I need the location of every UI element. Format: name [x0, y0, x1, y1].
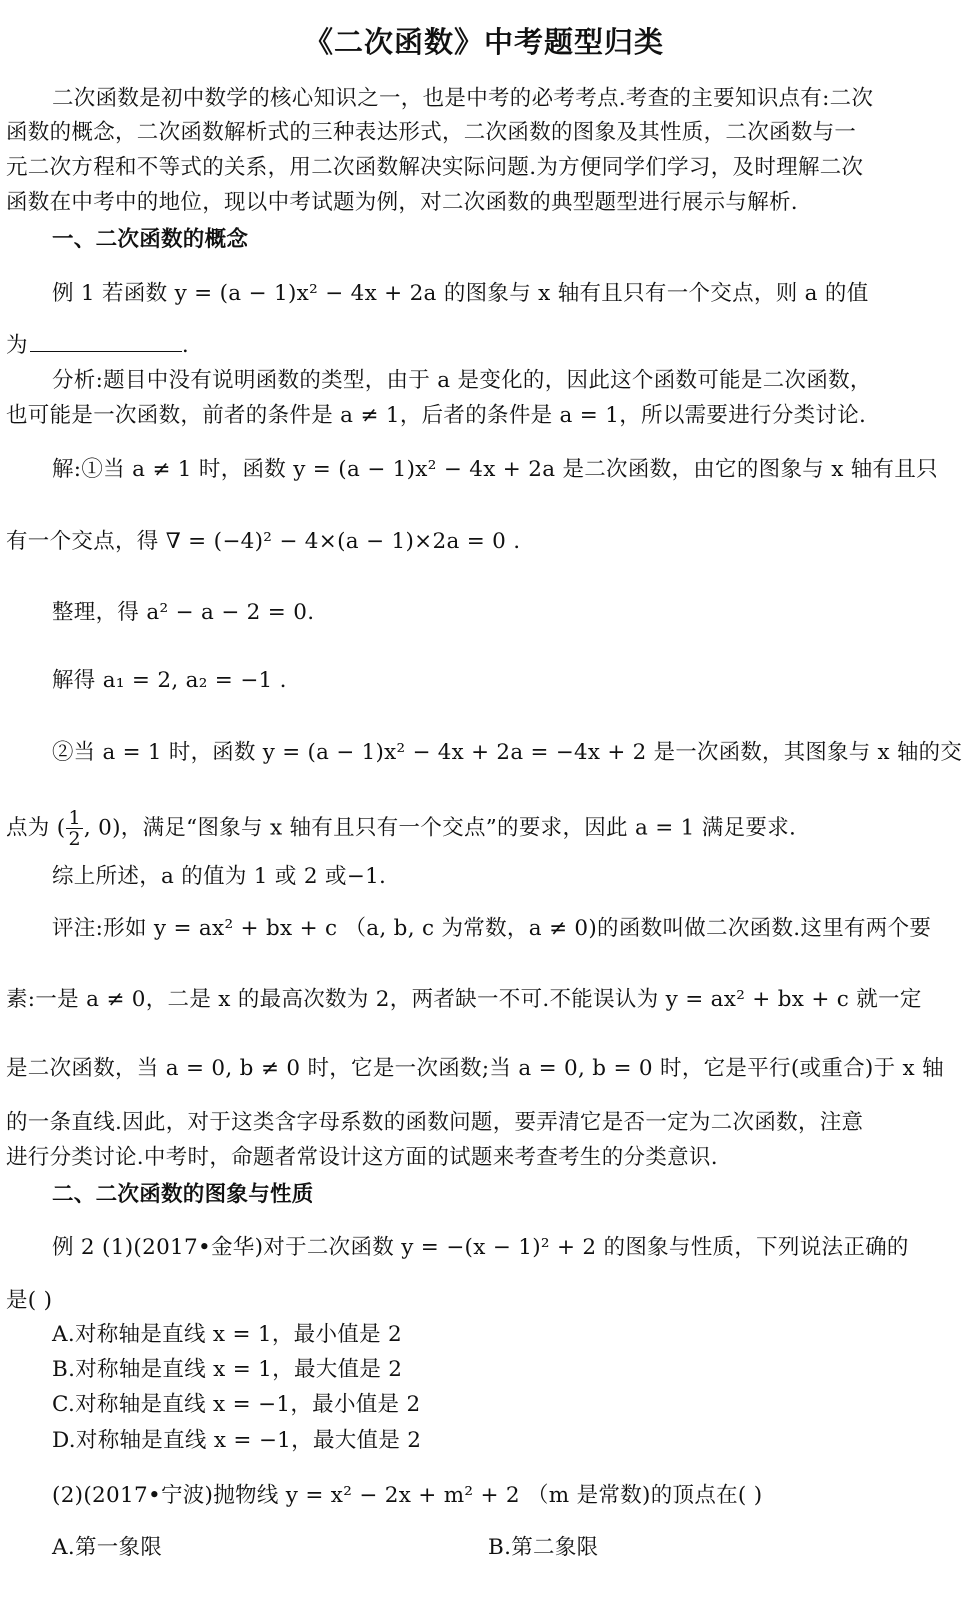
solution-line-7: 综上所述，a 的值为 1 或 2 或−1. — [52, 864, 387, 889]
solution-line-5: ②当 a = 1 时，函数 y = (a − 1)x² − 4x + 2a = −4x + 2 是一次函数，其图象与 x 轴的交 — [52, 740, 963, 765]
analysis-line-1: 分析:题目中没有说明函数的类型，由于 a 是变化的，因此这个函数可能是二次函数， — [52, 368, 872, 393]
solution-line-6-prefix: 点为 ( — [6, 815, 66, 841]
analysis-line-2: 也可能是一次函数，前者的条件是 a ≠ 1，后者的条件是 a = 1，所以需要进行分类讨论. — [6, 403, 867, 428]
example2-option-c: C.对称轴是直线 x = −1，最小值是 2 — [52, 1392, 421, 1417]
solution-line-1: 解:①当 a ≠ 1 时，函数 y = (a − 1)x² − 4x + 2a 是二次函数，由它的图象与 x 轴有且只 — [52, 457, 938, 482]
comment-line-4: 的一条直线.因此，对于这类含字母系数的函数问题，要弄清它是否一定为二次函数，注意 — [6, 1110, 864, 1135]
example2-option-b: B.对称轴是直线 x = 1，最大值是 2 — [52, 1357, 403, 1382]
fraction-denominator: 2 — [68, 828, 81, 850]
fraction-one-half — [66, 808, 82, 849]
example1-line-2-suffix: . — [181, 333, 189, 358]
section1-heading: 一、二次函数的概念 — [52, 227, 249, 252]
solution-line-3: 整理，得 a² − a − 2 = 0. — [52, 600, 315, 625]
comment-line-5: 进行分类讨论.中考时，命题者常设计这方面的试题来考查考生的分类意识. — [6, 1145, 718, 1170]
intro-line-1: 二次函数是初中数学的核心知识之一，也是中考的必考考点.考查的主要知识点有:二次 — [52, 86, 874, 111]
comment-line-3: 是二次函数，当 a = 0, b ≠ 0 时，它是一次函数;当 a = 0, b = 0 时，它是平行(或重合)于 x 轴 — [6, 1056, 944, 1081]
document-title: 《二次函数》中考题型归类 — [303, 25, 664, 59]
comment-line-1: 评注:形如 y = ax² + bx + c （a, b, c 为常数，a ≠ 0)的函数叫做二次函数.这里有两个要 — [52, 916, 932, 941]
intro-line-3: 元二次方程和不等式的关系，用二次函数解决实际问题.为方便同学们学习，及时理解二次 — [6, 155, 864, 180]
example2-option-a: A.对称轴是直线 x = 1，最小值是 2 — [52, 1322, 402, 1347]
example2-question-2: (2)(2017•宁波)抛物线 y = x² − 2x + m² + 2 （m 是常数)的顶点在( ) — [52, 1483, 763, 1508]
fraction-numerator: 1 — [68, 807, 81, 829]
intro-line-2: 函数的概念，二次函数解析式的三种表达形式，二次函数的图象及其性质，二次函数与一 — [6, 120, 857, 145]
question2-option-b: B.第二象限 — [488, 1535, 599, 1560]
solution-line-6 — [6, 808, 796, 849]
solution-line-4: 解得 a₁ = 2, a₂ = −1 . — [52, 668, 287, 693]
example1-line-1: 例 1 若函数 y = (a − 1)x² − 4x + 2a 的图象与 x 轴有且只有一个交点，则 a 的值 — [52, 281, 869, 306]
example2-line-1: 例 2 (1)(2017•金华)对于二次函数 y = −(x − 1)² + 2 的图象与性质，下列说法正确的 — [52, 1235, 909, 1260]
example1-line-2 — [6, 331, 189, 361]
comment-line-2: 素:一是 a ≠ 0，二是 x 的最高次数为 2，两者缺一不可.不能误认为 y = ax² + bx + c 就一定 — [6, 987, 922, 1012]
example2-line-2: 是( ) — [6, 1288, 53, 1313]
answer-blank[interactable] — [30, 333, 182, 352]
question2-option-a: A.第一象限 — [52, 1535, 163, 1560]
intro-line-4: 函数在中考中的地位，现以中考试题为例，对二次函数的典型题型进行展示与解析. — [6, 190, 798, 215]
section2-heading: 二、二次函数的图象与性质 — [52, 1182, 314, 1207]
example1-line-2-prefix: 为 — [6, 333, 28, 358]
solution-line-6-suffix: , 0)，满足“图象与 x 轴有且只有一个交点”的要求，因此 a = 1 满足要求. — [83, 815, 797, 841]
example2-option-d: D.对称轴是直线 x = −1，最大值是 2 — [52, 1428, 422, 1453]
solution-line-2: 有一个交点，得 ∇ = (−4)² − 4×(a − 1)×2a = 0 . — [6, 529, 521, 554]
